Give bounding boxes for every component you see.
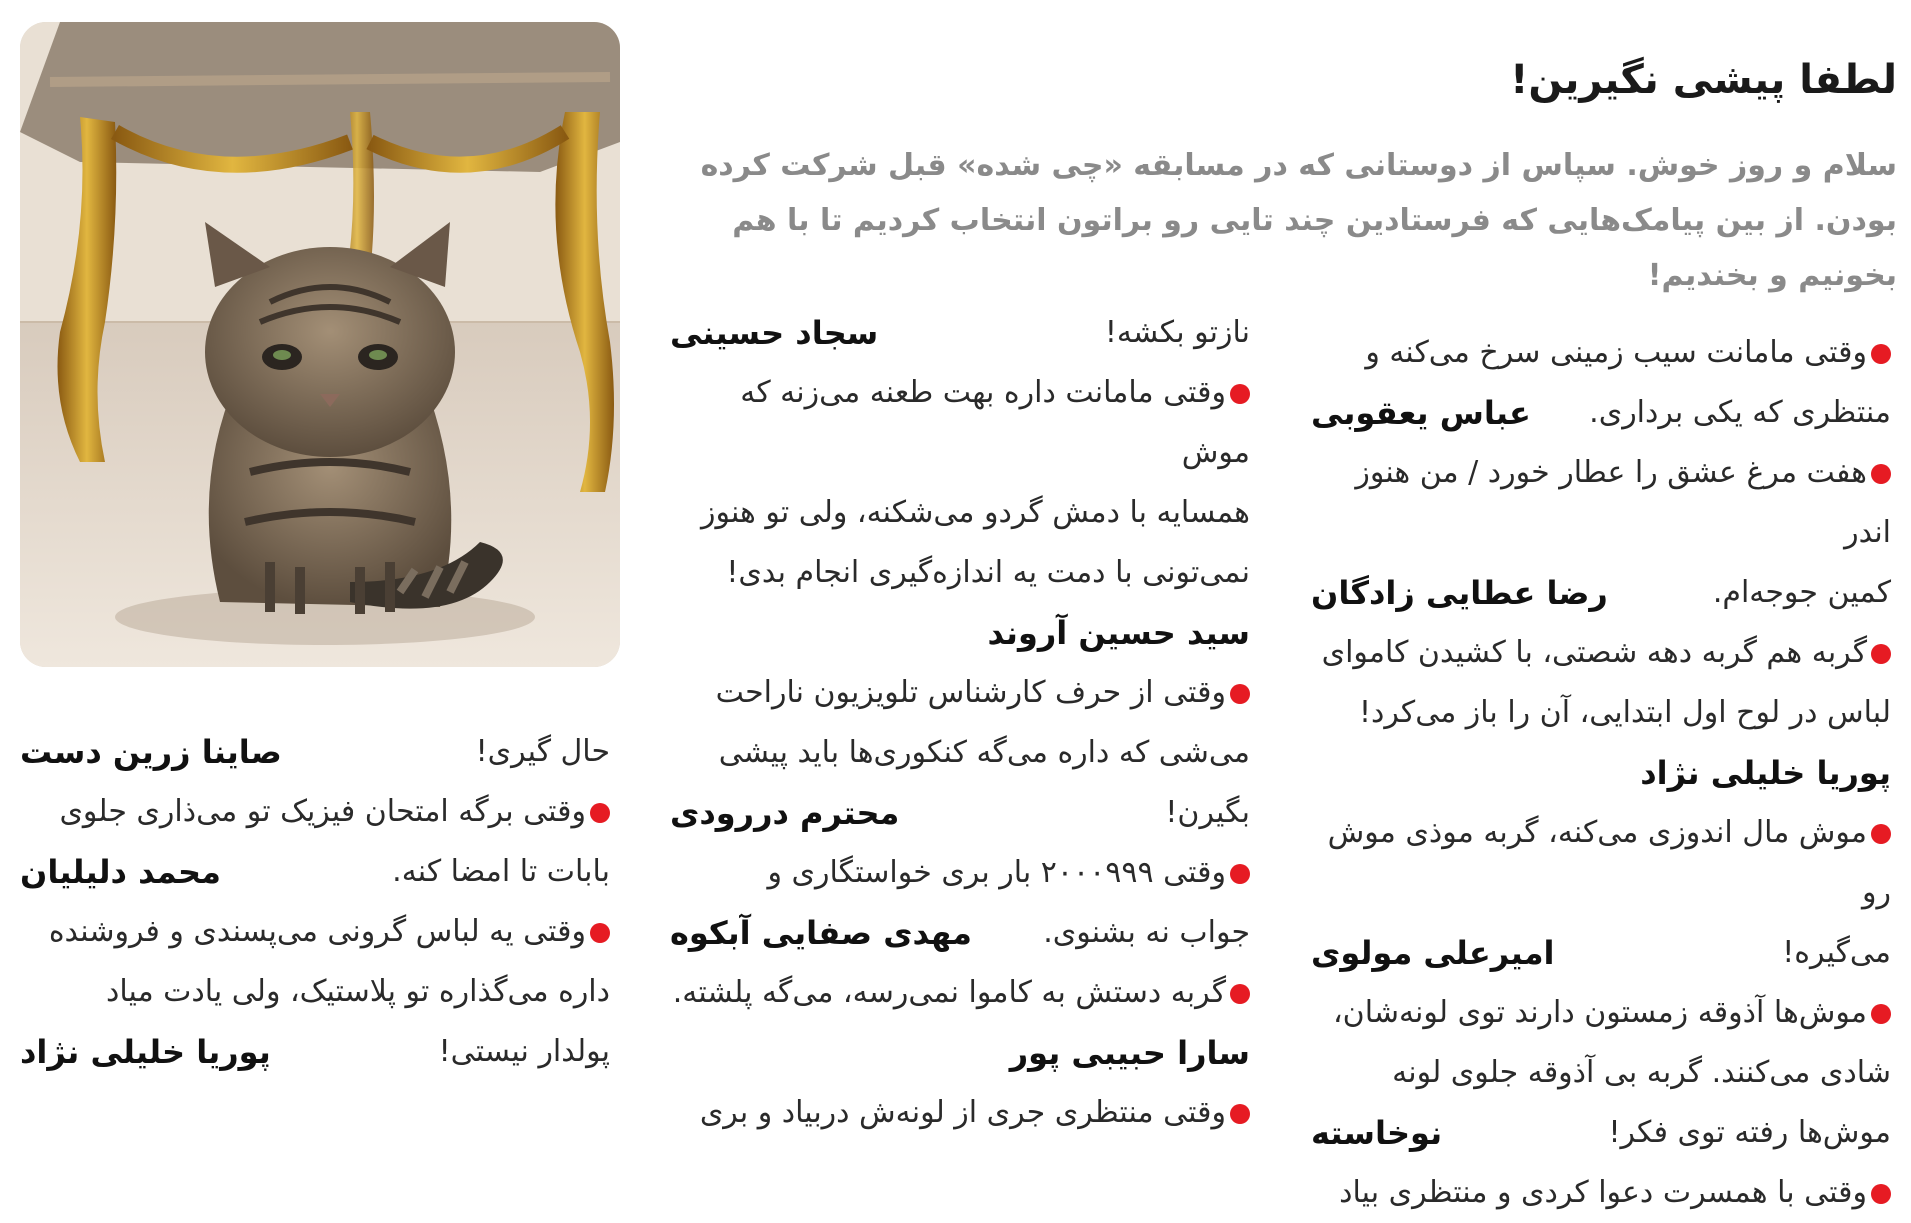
bullet-dot-icon bbox=[1871, 1004, 1891, 1024]
line-text: موش‌ها رفته توی فکر! bbox=[1608, 1115, 1891, 1150]
line-text: شادی می‌کنند. گربه بی آذوقه جلوی لونه bbox=[1392, 1055, 1891, 1090]
author-name: سید حسین آروند bbox=[987, 614, 1250, 652]
line-text: وقتی ۲۰۰۰۹۹۹ بار بری خواستگاری و bbox=[767, 855, 1226, 890]
author-name: عباس یعقوبی bbox=[1311, 394, 1531, 432]
line-text: کمین جوجه‌ام. bbox=[1712, 575, 1891, 610]
line-text: نازتو بکشه! bbox=[1104, 315, 1250, 350]
entry-line bbox=[1311, 323, 1891, 383]
line-text: گربه دستش به کاموا نمی‌رسه، می‌گه پلشته. bbox=[672, 975, 1226, 1010]
signature-line bbox=[1311, 563, 1891, 623]
author-name: محمد دلیلیان bbox=[20, 853, 221, 891]
entry-line bbox=[1311, 983, 1891, 1043]
column-3 bbox=[20, 722, 610, 1082]
line-text: وقتی مامانت سیب زمینی سرخ می‌کنه و bbox=[1365, 335, 1867, 370]
bullet-dot-icon bbox=[1871, 464, 1891, 484]
line-text: وقتی برگه امتحان فیزیک تو می‌ذاری جلوی bbox=[59, 794, 586, 829]
entry-line bbox=[1311, 1043, 1891, 1103]
line-text: می‌گیره! bbox=[1782, 935, 1891, 970]
line-text: بابات تا امضا کنه. bbox=[392, 854, 610, 889]
signature-line bbox=[1311, 923, 1891, 983]
author-name: رضا عطایی زادگان bbox=[1311, 574, 1608, 612]
author-name: پوریا خلیلی نژاد bbox=[20, 1033, 271, 1071]
entry-line bbox=[670, 723, 1250, 783]
line-text: وقتی منتظری جری از لونه‌ش دربیاد و بری bbox=[699, 1095, 1226, 1130]
author-name: سجاد حسینی bbox=[670, 314, 879, 352]
signature-line bbox=[20, 842, 610, 902]
line-text: پولدار نیستی! bbox=[438, 1034, 610, 1069]
entry-line bbox=[20, 782, 610, 842]
line-text: وقتی با همسرت دعوا کردی و منتظری بیاد bbox=[1339, 1175, 1867, 1210]
line-text: می‌شی که داره می‌گه کنکوری‌ها باید پیشی bbox=[718, 735, 1250, 770]
bullet-dot-icon bbox=[590, 923, 610, 943]
line-text: وقتی یه لباس گرونی می‌پسندی و فروشنده bbox=[48, 914, 586, 949]
entry-line bbox=[1311, 803, 1891, 923]
bullet-dot-icon bbox=[1230, 684, 1250, 704]
cat-photo bbox=[20, 22, 620, 667]
line-text: منتظری که یکی برداری. bbox=[1589, 395, 1891, 430]
entry-line bbox=[670, 543, 1250, 603]
line-text: لباس در لوح اول ابتدایی، آن را باز می‌کرد! bbox=[1358, 695, 1891, 730]
signature-line bbox=[670, 783, 1250, 843]
entry-line bbox=[670, 1083, 1250, 1143]
line-text: جواب نه بشنوی. bbox=[1043, 915, 1250, 950]
line-text: همسایه با دمش گردو می‌شکنه، ولی تو هنوز bbox=[700, 495, 1250, 530]
bullet-dot-icon bbox=[1871, 1184, 1891, 1204]
entry-line bbox=[670, 663, 1250, 723]
bullet-dot-icon bbox=[1230, 384, 1250, 404]
author-name: مهدی صفایی آبکوه bbox=[670, 914, 972, 952]
bullet-dot-icon bbox=[1871, 344, 1891, 364]
entry-line bbox=[1311, 683, 1891, 743]
bullet-dot-icon bbox=[1230, 984, 1250, 1004]
author-name: امیرعلی مولوی bbox=[1311, 934, 1555, 972]
author-name: نوخاسته bbox=[1311, 1114, 1443, 1152]
entry-line bbox=[1311, 1163, 1891, 1223]
bullet-dot-icon bbox=[1230, 864, 1250, 884]
entry-line bbox=[670, 363, 1250, 483]
bullet-dot-icon bbox=[1230, 1104, 1250, 1124]
author-name: سارا حبیبی پور bbox=[1009, 1034, 1250, 1072]
signature-line bbox=[670, 303, 1250, 363]
line-text: گربه هم گربه دهه شصتی، با کشیدن کاموای bbox=[1321, 635, 1867, 670]
column-1 bbox=[1311, 323, 1891, 1223]
column-2 bbox=[670, 303, 1250, 1143]
entry-line bbox=[20, 962, 610, 1022]
signature-line bbox=[20, 1022, 610, 1082]
signature-line bbox=[1311, 1103, 1891, 1163]
line-text: وقتی از حرف کارشناس تلویزیون ناراحت bbox=[715, 675, 1226, 710]
line-text: حال گیری! bbox=[475, 734, 610, 769]
bullet-dot-icon bbox=[1871, 824, 1891, 844]
author-name: پوریا خلیلی نژاد bbox=[1640, 754, 1891, 792]
line-text: بگیرن! bbox=[1165, 795, 1250, 830]
entry-line bbox=[20, 902, 610, 962]
author-name: محترم دررودی bbox=[670, 794, 900, 832]
bullet-dot-icon bbox=[1871, 644, 1891, 664]
page-title: لطفا پیشی نگیرین! bbox=[1510, 57, 1897, 103]
entry-line bbox=[1311, 443, 1891, 563]
line-text: موش مال اندوزی می‌کنه، گربه موذی موش رو bbox=[1327, 815, 1891, 910]
line-text: موش‌ها آذوقه زمستون دارند توی لونه‌شان، bbox=[1332, 995, 1867, 1030]
intro-paragraph: سلام و روز خوش. سپاس از دوستانی که در مسابقه «چی شده» قبل شرکت کرده بودن. از بین پیامک‌هایی که فرستادین چند تایی رو براتون انتخاب کردیم تا با هم بخونیم و بخندیم! bbox=[700, 148, 1897, 293]
entry-line bbox=[1311, 623, 1891, 683]
cat-illustration bbox=[20, 22, 620, 667]
author-name: صاینا زرین دست bbox=[20, 733, 282, 771]
line-text: وقتی مامانت داره بهت طعنه می‌زنه که موش bbox=[740, 375, 1250, 470]
signature-line bbox=[670, 903, 1250, 963]
line-text: نمی‌تونی با دمت یه اندازه‌گیری انجام بدی! bbox=[726, 555, 1250, 590]
entry-line bbox=[670, 963, 1250, 1023]
line-text: داره می‌گذاره تو پلاستیک، ولی یادت میاد bbox=[106, 974, 610, 1009]
signature-line bbox=[20, 722, 610, 782]
entry-line bbox=[670, 483, 1250, 543]
line-text: هفت مرغ عشق را عطار خورد / من هنوز اندر bbox=[1355, 455, 1891, 550]
signature-line bbox=[1311, 383, 1891, 443]
bullet-dot-icon bbox=[590, 803, 610, 823]
entry-line bbox=[670, 843, 1250, 903]
